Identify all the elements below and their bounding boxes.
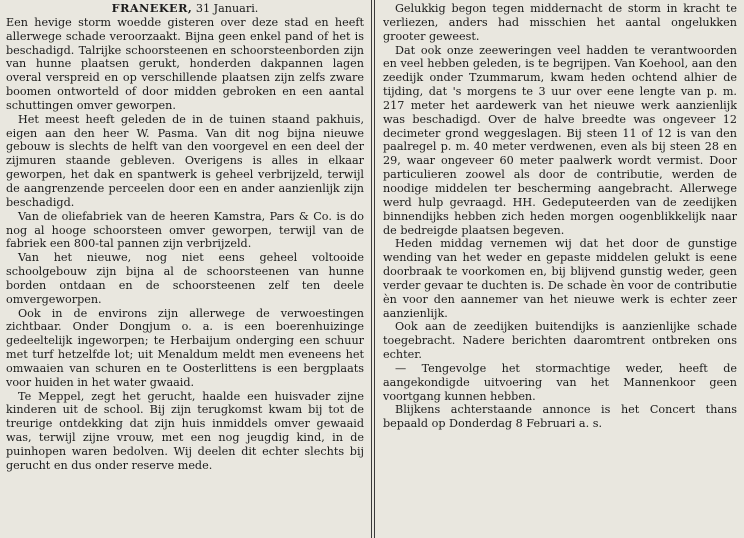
article-paragraph: Blijkens achterstaande annonce is het Concert thans bepaald op Donderdag 8 Februari a. s.: [383, 403, 737, 431]
article-paragraph: Gelukkig begon tegen middernacht de storm in kracht te verliezen, anders had misschien het aantal ongelukken grooter geweest.: [383, 2, 737, 43]
article-paragraph: Van de oliefabriek van de heeren Kamstra, Pars & Co. is do nog al hooge schoorsteen omver geworpen, terwijl van de fabriek een 800-tal pannen zijn verbrijzeld.: [6, 209, 364, 251]
article-paragraph: Het meest heeft geleden de in de tuinen staand pakhuis, eigen aan den heer W. Pasma. Van dit nog bijna nieuwe gebouw is slechts de helft van den voorgevel en een deel der zijmuren staande gebleven. Overigens is alles in elkaar geworpen, het dak en spantwerk is geheel verbrijzeld, terwijl de aangrenzende perceelen door een en ander aanzienlijk zijn beschadigd.: [6, 112, 364, 209]
right-column: [383, 2, 737, 534]
left-column: [6, 2, 364, 534]
column-rule: [371, 0, 375, 538]
article-paragraph: Van het nieuwe, nog niet eens geheel voltooide schoolgebouw zijn bijna al de schoorsteenen van hunne borden ontdaan en de schoorsteenen zelf ten deele omvergeworpen.: [6, 251, 364, 306]
article-paragraph: Ook in de environs zijn allerwege de verwoestingen zichtbaar. Onder Dongjum o. a. is een boerenhuizinge gedeeltelijk ingeworpen; te Herbaijum onderging een schuur met turf hetzelfde lot; uit Menaldum meldt men eveneens het omwaaien van schuren en te Oosterlittens is een bergplaats voor huiden in het water gwaaid.: [6, 306, 364, 389]
dateline-date: 31 Januari.: [195, 2, 259, 15]
article-paragraph: — Tengevolge het stormachtige weder, heeft de aangekondigde uitvoering van het Mannenkoor geen voortgang kunnen hebben.: [383, 361, 737, 403]
article-paragraph: Heden middag vernemen wij dat het door de gunstige wending van het weder en gepaste middelen gelukt is eene doorbraak te voorkomen en, bij blijvend gunstig weder, geen verder gevaar te duchten is. De schade èn voor de contributie èn voor den aannemer van het nieuwe werk is echter zeer aanzienlijk.: [383, 237, 737, 320]
article-paragraph: Ook aan de zeedijken buitendijks is aanzienlijke schade toegebracht. Nadere berichten daaromtrent ontbreken ons echter.: [383, 320, 737, 362]
dateline: [6, 2, 364, 16]
article-paragraph: Dat ook onze zeeweringen veel hadden te verantwoorden en veel hebben geleden, is te begrijpen. Van Koehool, aan den zeedijk onder Tzummarum, kwam heden ochtend alhier de tijding, dat 's morgens te 3 uur over eene lengte van p. m. 217 meter het aardewerk van het nieuwe werk aanzienlijk was beschadigd. Over de halve breedte was ongeveer 12 decimeter grond weggeslagen. Bij steen 11 of 12 is van den paalregel p. m. 40 meter verdwenen, even als bij steen 28 en 29, waar ongeveer 60 meter paalwerk wordt vermist. Door particulieren zoowel als door de contributie, werden de noodige middelen ter bescherming aangebracht. Allerwege werd hulp gevraagd. HH. Gedeputeerden van de zeedijken binnendijks hebben zich heden morgen oogenblikkelijk naar de bedreigde plaatsen begeven.: [383, 43, 737, 237]
article-paragraph: Een hevige storm woedde gisteren over deze stad en heeft allerwege schade veroorzaakt. Bijna geen enkel pand of het is beschadigd. Talrijke schoorsteenen en schoorsteenborden zijn van hunne plaatsen gerukt, honderden dakpannen lagen overal verspreid en op verschillende plaatsen zijn zelfs zware boomen ontworteld of door midden gebroken en een aantal schuttingen omver geworpen.: [6, 15, 364, 112]
article-paragraph: Te Meppel, zegt het gerucht, haalde een huisvader zijne kinderen uit de school. Bij zijn terugkomst kwam bij tot de treurige ontdekking dat zijn huis inmiddels omver gewaaid was, terwijl zijne vrouw, met een nog jeugdig kind, in de puinhopen waren bedolven. Wij deelen dit echter slechts bij gerucht en dus onder reserve mede.: [6, 389, 364, 472]
dateline-place: FRANEKER,: [111, 2, 193, 15]
